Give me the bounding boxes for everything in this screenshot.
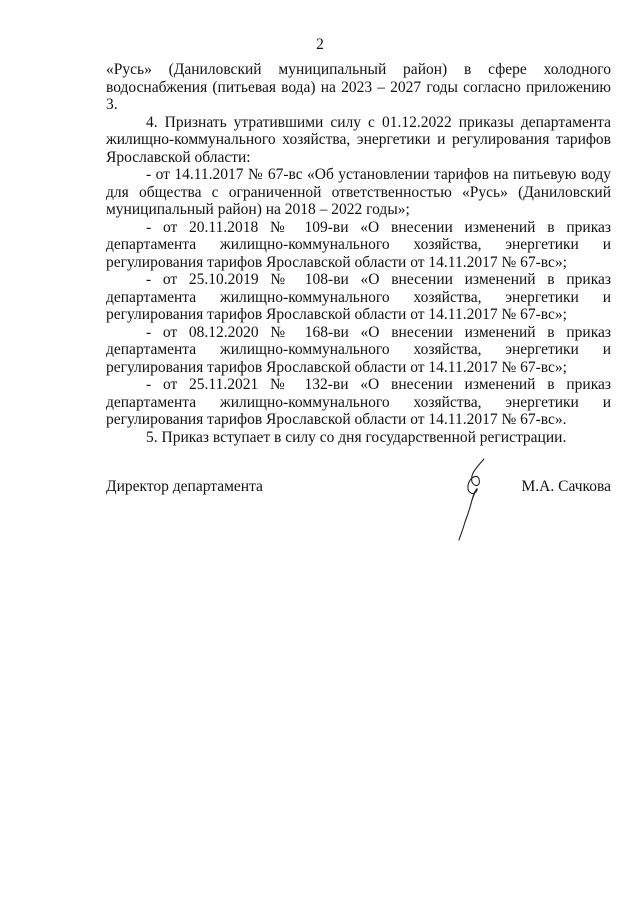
list-item: - от 08.12.2020 № 168-ви «О внесении изменений в приказ департамента жилищно-коммунального хозяйства, энергетики и регулирования тарифов Ярославской области от 14.11.2017 № 67-вс»; xyxy=(106,323,611,376)
paragraph-item-4: 4. Признать утратившими силу с 01.12.2022 приказы департамента жилищно-коммунального хозяйства, энергетики и регулирования тарифов Ярославской области: xyxy=(106,113,611,166)
list-item: - от 14.11.2017 № 67-вс «Об установлении тарифов на питьевую воду для общества с ограниченной ответственностью «Русь» (Даниловский муниципальный район) на 2018 – 2022 годы»; xyxy=(106,166,611,218)
list-item: - от 25.11.2021 № 132-ви «О внесении изменений в приказ департамента жилищно-коммунального хозяйства, энергетики и регулирования тарифов Ярославской области от 14.11.2017 № 67-вс». xyxy=(106,376,611,428)
document-body xyxy=(106,61,611,446)
signer-name: М.А. Сачкова xyxy=(521,478,611,495)
page-number: 2 xyxy=(316,36,324,53)
list-item: - от 20.11.2018 № 109-ви «О внесении изменений в приказ департамента жилищно-коммунального хозяйства, энергетики и регулирования тарифов Ярославской области от 14.11.2017 № 67-вс»; xyxy=(106,218,611,271)
signer-title: Директор департамента xyxy=(106,478,263,495)
list-item: - от 25.10.2019 № 108-ви «О внесении изменений в приказ департамента жилищно-коммунального хозяйства, энергетики и регулирования тарифов Ярославской области от 14.11.2017 № 67-вс»; xyxy=(106,271,611,323)
paragraph-continuation: «Русь» (Даниловский муниципальный район) в сфере холодного водоснабжения (питьевая вода) на 2023 – 2027 годы согласно приложению 3. xyxy=(106,61,611,113)
paragraph-item-5: 5. Приказ вступает в силу со дня государственной регистрации. xyxy=(146,428,567,446)
handwritten-signature xyxy=(450,456,510,556)
signature-block xyxy=(106,478,611,558)
